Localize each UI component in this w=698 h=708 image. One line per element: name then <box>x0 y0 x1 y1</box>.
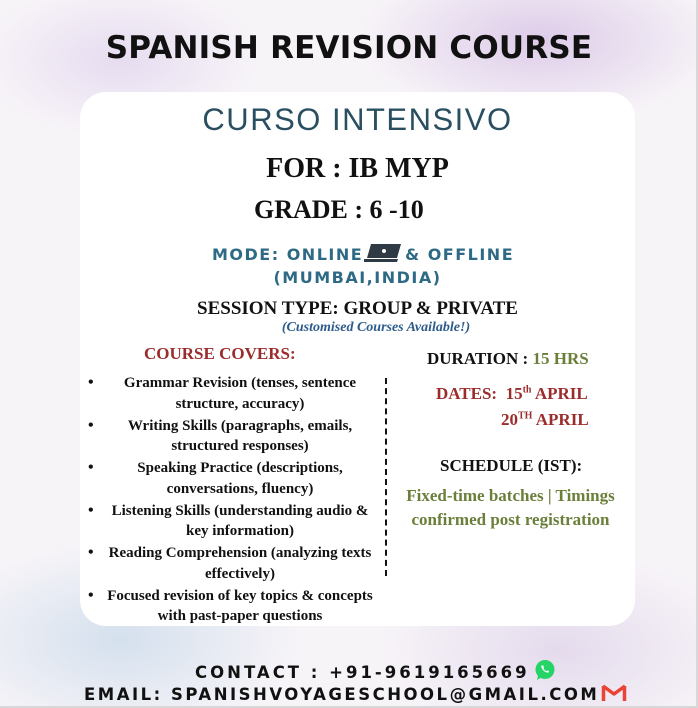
date-day: 20 <box>501 410 518 429</box>
list-item: • Writing Skills (paragraphs, emails, structured responses) <box>86 416 376 457</box>
dates-second <box>501 410 589 430</box>
course-covers-list <box>86 373 376 628</box>
schedule-text: Fixed-time batches | Timings confirmed post registration <box>406 486 615 529</box>
list-item: • Speaking Practice (descriptions, conversations, fluency) <box>86 458 376 499</box>
dates-label: DATES: <box>436 384 498 403</box>
mode-location: (MUMBAI,INDIA) <box>273 268 442 287</box>
contact-line <box>195 659 556 682</box>
for-program: FOR : IB MYP <box>266 153 449 184</box>
date-suffix: th <box>522 384 532 396</box>
schedule-label: SCHEDULE (IST): <box>440 456 583 475</box>
mode-line <box>212 243 514 264</box>
laptop-icon <box>364 243 404 263</box>
course-covers-heading: COURSE COVERS: <box>144 344 296 363</box>
dashed-divider <box>385 378 387 576</box>
date-suffix: TH <box>518 410 533 422</box>
duration-label: DURATION : <box>427 349 529 368</box>
duration-value: 15 HRS <box>532 349 589 368</box>
list-item: • Listening Skills (understanding audio & key information) <box>86 501 376 542</box>
course-subtitle: CURSO INTENSIVO <box>202 101 513 138</box>
date-month: APRIL <box>534 384 588 403</box>
list-item: • Focused revision of key topics & concepts with past-paper questions <box>86 586 376 627</box>
contact-text: CONTACT : +91-9619165669 <box>195 663 530 682</box>
mode-offline: & OFFLINE <box>405 245 515 264</box>
email-line <box>84 683 627 704</box>
mode-label: MODE: ONLINE <box>212 245 364 264</box>
session-type: SESSION TYPE: GROUP & PRIVATE <box>197 298 518 319</box>
gmail-icon <box>601 683 627 703</box>
email-text: EMAIL: SPANISHVOYAGESCHOOL@GMAIL.COM <box>84 685 600 704</box>
grade-range: GRADE : 6 -10 <box>254 195 424 224</box>
customised-note: (Customised Courses Available!) <box>281 320 471 335</box>
list-item: • Grammar Revision (tenses, sentence structure, accuracy) <box>86 373 376 414</box>
dates-first <box>436 384 588 404</box>
date-month: APRIL <box>535 410 589 429</box>
list-item: • Reading Comprehension (analyzing texts effectively) <box>86 543 376 584</box>
page-title: SPANISH REVISION COURSE <box>105 30 593 66</box>
date-day: 15 <box>505 384 523 403</box>
duration <box>427 349 589 369</box>
whatsapp-icon <box>534 659 556 681</box>
